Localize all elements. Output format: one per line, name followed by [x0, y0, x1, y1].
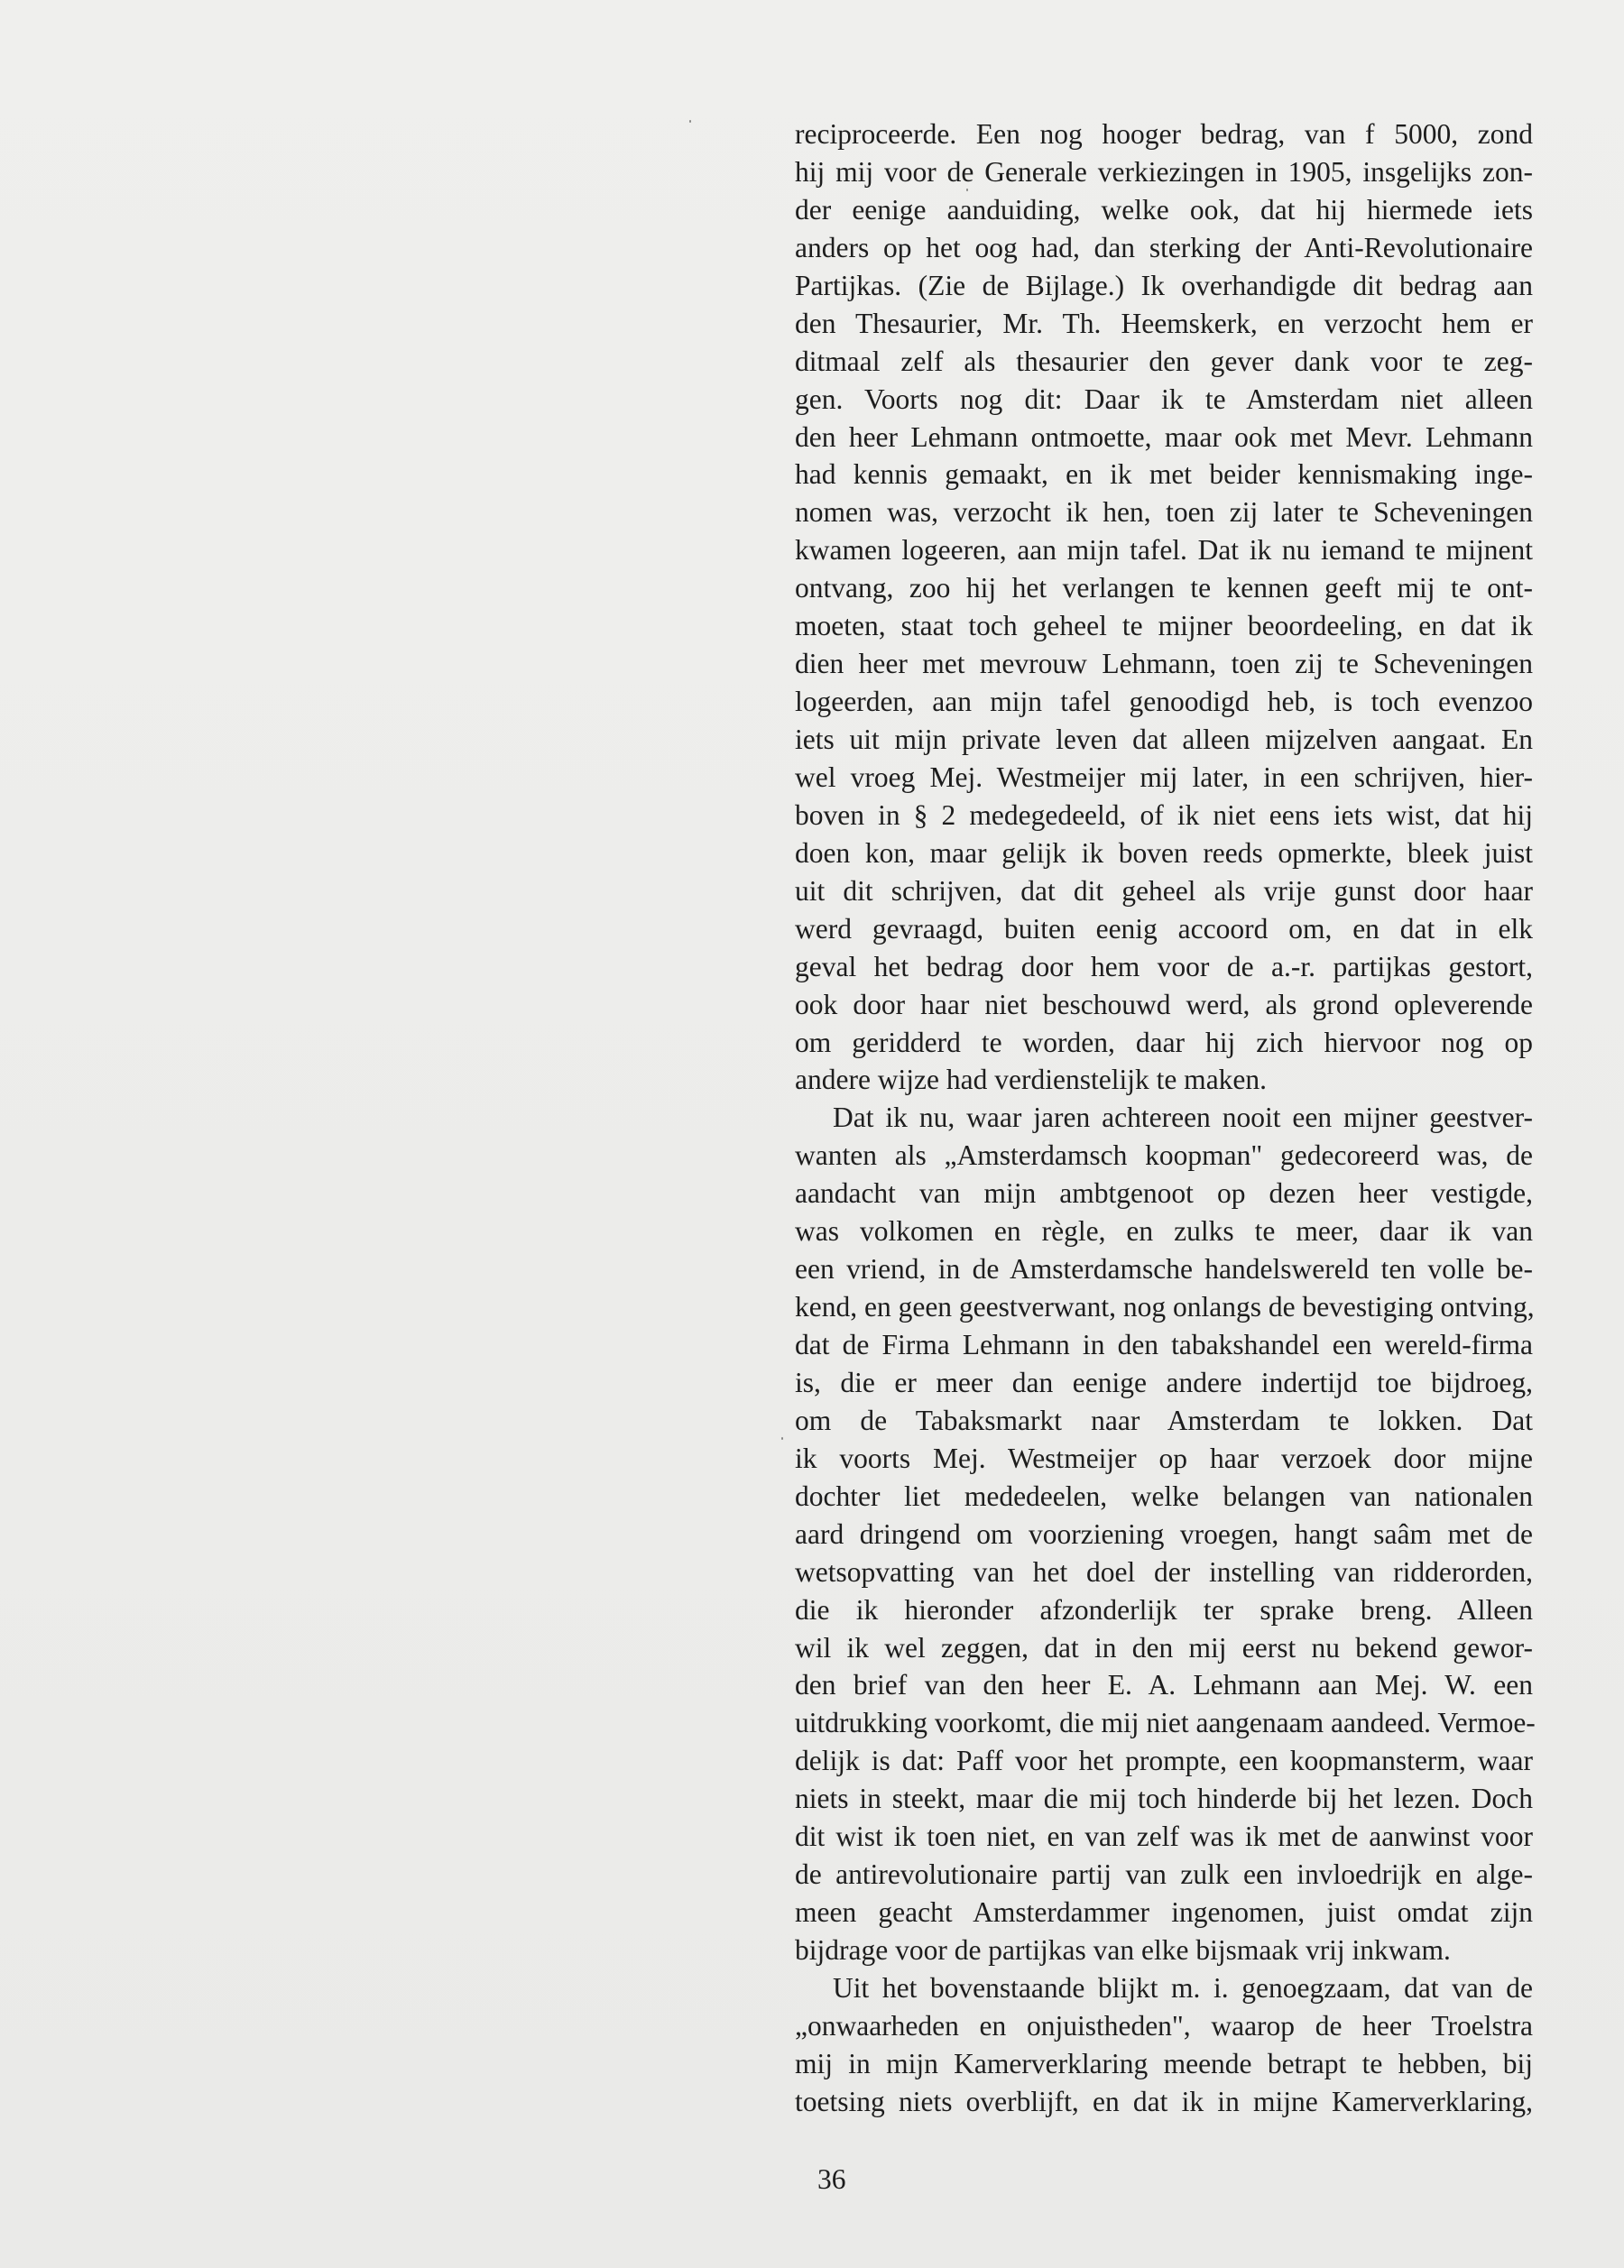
text-line: mij in mijn Kamerverklaring meende betrapt te hebben, bij [795, 2047, 1533, 2079]
text-line: doen kon, maar gelijk ik boven reeds opmerkte, bleek juist [795, 836, 1533, 869]
dust-speck [689, 120, 691, 123]
text-line: kwamen logeeren, aan mijn tafel. Dat ik nu iemand te mijnent [795, 534, 1533, 567]
text-line: logeerden, aan mijn tafel genoodigd heb, is toch evenzoo [795, 686, 1533, 718]
text-line: dochter liet mededeelen, welke belangen van nationalen [795, 1480, 1533, 1512]
text-line: werd gevraagd, buiten eenig accoord om, en dat in elk [795, 912, 1533, 945]
text-line: geval het bedrag door hem voor de a.-r. partijkas gestort, [795, 950, 1533, 982]
text-line: toetsing niets overblijft, en dat ik in mijne Kamerverklaring, [795, 2085, 1533, 2117]
text-line: was volkomen en règle, en zulks te meer, daar ik van [795, 1215, 1533, 1248]
text-line: dit wist ik toen niet, en van zelf was ik met de aanwinst voor [795, 1821, 1533, 1853]
text-line: den Thesaurier, Mr. Th. Heemskerk, en verzocht hem er [795, 307, 1533, 339]
text-line: wel vroeg Mej. Westmeijer mij later, in een schrijven, hier- [795, 761, 1533, 793]
page-number: 36 [817, 2163, 846, 2195]
text-line: aandacht van mijn ambtgenoot op dezen heer vestigde, [795, 1177, 1533, 1210]
text-line: om de Tabaksmarkt naar Amsterdam te lokken. Dat [795, 1404, 1533, 1436]
text-line: anders op het oog had, dan sterking der Anti-Revolutionaire [795, 231, 1533, 263]
text-line: kend, en geen geestverwant, nog onlangs de bevestiging ontving, [795, 1291, 1535, 1323]
text-line: delijk is dat: Paff voor het prompte, een koopmansterm, waar [795, 1745, 1533, 1777]
text-line: meen geacht Amsterdammer ingenomen, juist omdat zijn [795, 1896, 1533, 1929]
text-line: Dat ik nu, waar jaren achtereen nooit een mijner geestver- [833, 1102, 1533, 1134]
text-line: dat de Firma Lehmann in den tabakshandel een wereld-firma [795, 1329, 1533, 1360]
text-line: bijdrage voor de partijkas van elke bijsmaak vrij inkwam. [795, 1934, 1451, 1966]
text-line: moeten, staat toch geheel te mijner beoordeeling, en dat ik [795, 610, 1533, 642]
text-line: dien heer met mevrouw Lehmann, toen zij te Scheveningen [795, 648, 1533, 680]
text-line: wil ik wel zeggen, dat in den mij eerst nu bekend gewor- [795, 1631, 1533, 1664]
text-line: den heer Lehmann ontmoette, maar ook met Mevr. Lehmann [795, 420, 1533, 453]
text-line: aard dringend om voorziening vroegen, hangt saâm met de [795, 1517, 1533, 1550]
text-line: ook door haar niet beschouwd werd, als grond opleverende [795, 988, 1533, 1020]
text-line: andere wijze had verdienstelijk te maken. [795, 1064, 1268, 1096]
text-line: nomen was, verzocht ik hen, toen zij later te Scheveningen [795, 496, 1533, 529]
text-line: iets uit mijn private leven dat alleen mijzelven aangaat. En [795, 724, 1533, 755]
text-line: den brief van den heer E. A. Lehmann aan Mej. W. een [795, 1669, 1533, 1701]
text-line: uitdrukking voorkomt, die mij niet aangenaam aandeed. Vermoe- [795, 1707, 1536, 1739]
text-line: Partijkas. (Zie de Bijlage.) Ik overhandigde dit bedrag aan [795, 269, 1533, 301]
text-line: der eenige aanduiding, welke ook, dat hij hiermede iets [795, 193, 1533, 226]
text-line: wetsopvatting van het doel der instelling van ridderorden, [795, 1555, 1533, 1588]
text-line: ontvang, zoo hij het verlangen te kennen geeft mij te ont- [795, 572, 1533, 604]
text-line: wanten als „Amsterdamsch koopman" gedecoreerd was, de [795, 1139, 1533, 1172]
text-line: had kennis gemaakt, en ik met beider kennismaking inge- [795, 458, 1533, 491]
dust-speck [781, 1437, 783, 1440]
text-line: gen. Voorts nog dit: Daar ik te Amsterdam niet alleen [795, 383, 1533, 415]
text-line: hij mij voor de Generale verkiezingen in 1905, insgelijks zon- [795, 155, 1533, 188]
text-line: de antirevolutionaire partij van zulk een invloedrijk en alge- [795, 1858, 1533, 1891]
text-line: Uit het bovenstaande blijkt m. i. genoegzaam, dat van de [833, 1971, 1533, 2004]
text-line: die ik hieronder afzonderlijk ter sprake breng. Alleen [795, 1593, 1533, 1626]
text-line: ditmaal zelf als thesaurier den gever dank voor te zeg- [795, 345, 1533, 377]
text-line: niets in steekt, maar die mij toch hinderde bij het lezen. Doch [795, 1783, 1533, 1815]
text-line: is, die er meer dan eenige andere indertijd toe bijdroeg, [795, 1366, 1533, 1398]
text-line: reciproceerde. Een nog hooger bedrag, van f 5000, zond [795, 118, 1533, 150]
text-line: ik voorts Mej. Westmeijer op haar verzoek door mijne [795, 1442, 1533, 1474]
text-line: boven in § 2 medegedeeld, of ik niet eens iets wist, dat hij [795, 798, 1533, 831]
text-line: uit dit schrijven, dat dit geheel als vrije gunst door haar [795, 874, 1533, 907]
text-line: „onwaarheden en onjuistheden", waarop de heer Troelstra [795, 2009, 1533, 2042]
text-line: een vriend, in de Amsterdamsche handelswereld ten volle be- [795, 1253, 1533, 1286]
body-text [795, 115, 1536, 2121]
text-line: om geridderd te worden, daar hij zich hiervoor nog op [795, 1026, 1533, 1058]
